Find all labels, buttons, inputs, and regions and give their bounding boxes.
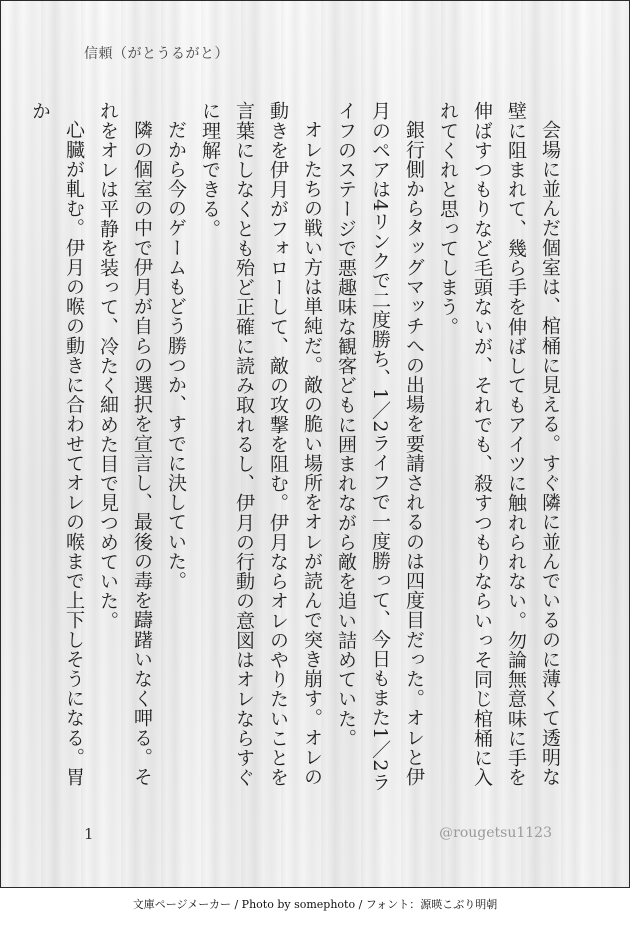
page-number: 1: [84, 825, 94, 843]
paragraph: だから今のゲームもどう勝つか、すでに決していた。: [165, 120, 187, 591]
vertical-body-text: [23, 101, 567, 801]
paragraph: 会場に並んだ個室は、棺桶に見える。すぐ隣に並んでいるのに薄くて透明な壁に阻まれて、幾ら手を伸ばしてもアイツに触れられない。勿論無意味に手を伸ばすつもりなど毛頭ないが、それでも、殺すつもりならいっそ同じ棺桶に入れてくれと思ってしまう。: [437, 101, 561, 787]
paragraph: 銀行側からタッグマッチへの出場を要請されるのは四度目だった。オレと伊月のペアは4リンクで二度勝ち、1／2ライフで一度勝って、今日もまた1／2ライフのステージで悪趣味な観客どもに囲まれながら敵を追い詰めていた。: [335, 101, 425, 792]
credits-line: 文庫ページメーカー / Photo by somephoto / フォント：源暎こぶり明朝: [132, 898, 498, 911]
author-handle: @rougetsu1123: [439, 825, 552, 841]
paragraph: オレたちの戦い方は単純だ。敵の脆い場所をオレが読んで突き崩す。オレの動きを伊月がフォローして、敵の攻撃を阻む。伊月ならオレのやりたいことを言葉にしなくとも殆ど正確に読み取れるし、伊月の行動の意図はオレならすぐに理解できる。: [199, 101, 323, 787]
paragraph: 心臓が軋む。伊月の喉の動きに合わせてオレの喉まで上下しそうになる。胃か: [29, 101, 85, 787]
paragraph: 隣の個室の中で伊月が自らの選択を宣言し、最後の毒を躊躇いなく呷る。それをオレは平静を装って、冷たく細めた目で見つめていた。: [97, 101, 153, 787]
page-header-title: 信頼（がとうるがと）: [84, 46, 229, 62]
